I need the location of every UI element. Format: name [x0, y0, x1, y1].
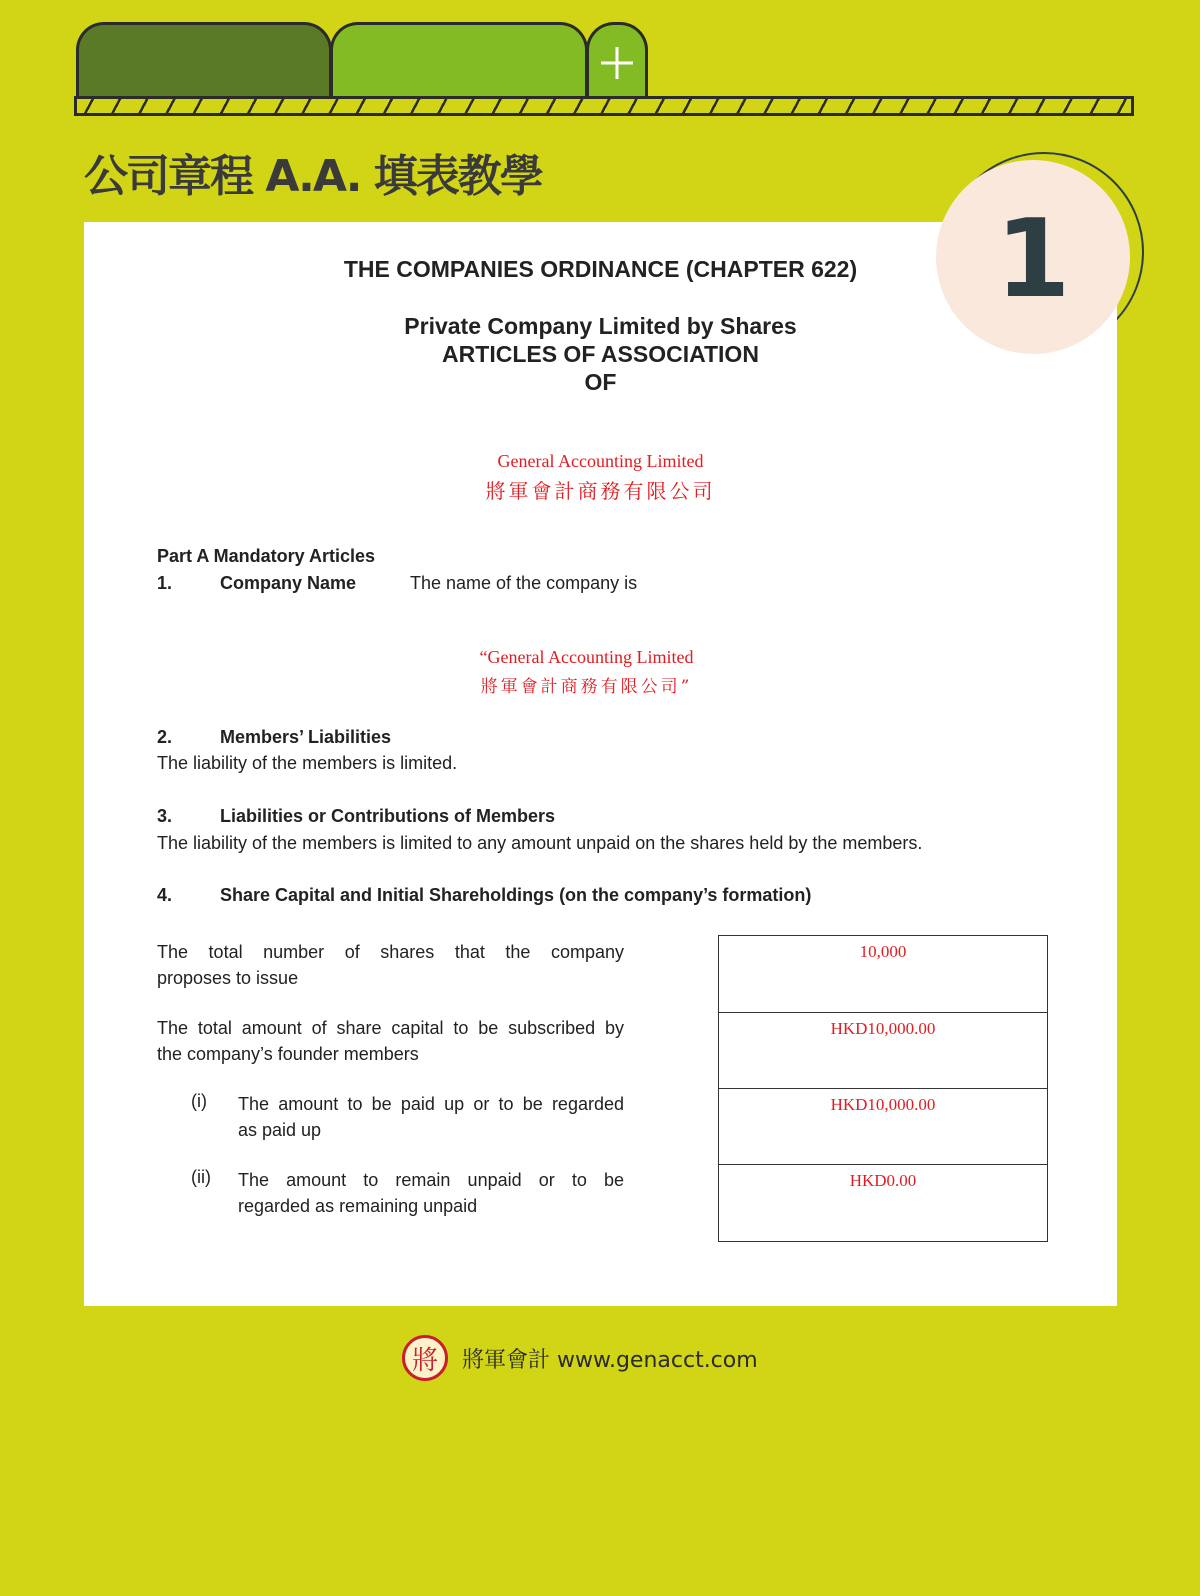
- section-2-number: 2.: [157, 727, 173, 747]
- of-heading: OF: [584, 369, 617, 395]
- section-3-title: Liabilities or Contributions of Members: [220, 806, 556, 826]
- footer: [402, 1334, 758, 1382]
- section-1-text: The name of the company is: [410, 573, 638, 593]
- share-row-line: The total amount of share capital to be subscribed by: [157, 1018, 624, 1038]
- company-seal-logo: 將: [402, 1335, 448, 1381]
- tab-add-button: [586, 22, 648, 100]
- share-row-total-shares: [157, 939, 624, 991]
- section-2-text: The liability of the members is limited.: [157, 753, 458, 773]
- share-row-line: proposes to issue: [157, 968, 299, 988]
- share-row-line: The amount to be paid up or to be regarded: [238, 1094, 624, 1114]
- share-row-marker: (ii): [191, 1167, 211, 1187]
- section-3-text: The liability of the members is limited to any amount unpaid on the shares held by the members.: [157, 833, 923, 853]
- section-1-title: Company Name: [220, 573, 357, 593]
- section-2-title: Members’ Liabilities: [220, 727, 392, 747]
- ordinance-heading: THE COMPANIES ORDINANCE (CHAPTER 622): [343, 256, 858, 282]
- share-row-unpaid: [238, 1167, 624, 1219]
- share-row-marker: (i): [191, 1091, 207, 1111]
- value-box-total-shares: 10,000: [718, 935, 1048, 1013]
- step-badge: [936, 160, 1130, 354]
- value-box-paid-up: HKD10,000.00: [718, 1088, 1048, 1166]
- value-box-unpaid: HKD0.00: [718, 1164, 1048, 1242]
- section-3-number: 3.: [157, 806, 173, 826]
- plus-icon: [597, 43, 637, 83]
- document-heading: [84, 312, 1117, 396]
- articles-document: [84, 222, 1117, 1306]
- section-1-number: 1.: [157, 573, 173, 593]
- share-row-line: the company’s founder members: [157, 1044, 419, 1064]
- section-4-title: Share Capital and Initial Shareholdings (on the company’s formation): [220, 885, 812, 905]
- share-row-paid-up: [238, 1091, 624, 1143]
- tab-bar: [74, 20, 1134, 120]
- value-box-total-capital: HKD10,000.00: [718, 1012, 1048, 1090]
- share-row-total-capital: [157, 1015, 624, 1067]
- tab-light-green: [330, 22, 588, 100]
- share-row-line: The amount to remain unpaid or to be: [238, 1170, 624, 1190]
- company-name-fill-zh: 將軍會計商務有限公司”: [480, 677, 693, 697]
- tab-dark-green: [76, 22, 332, 100]
- articles-heading: ARTICLES OF ASSOCIATION: [442, 341, 759, 367]
- page-title: 公司章程 A.A. 填表教學: [84, 151, 542, 202]
- footer-website[interactable]: 將軍會計 www.genacct.com: [462, 1347, 758, 1373]
- company-name-zh: 將軍會計商務有限公司: [485, 479, 716, 503]
- company-type-heading: Private Company Limited by Shares: [404, 313, 797, 339]
- part-a-heading: Part A Mandatory Articles: [157, 546, 376, 566]
- share-row-line: as paid up: [238, 1120, 322, 1140]
- company-name-fill-en: “General Accounting Limited: [479, 647, 694, 667]
- share-row-line: The total number of shares that the company: [157, 942, 624, 962]
- hatched-bar: [74, 96, 1134, 116]
- company-name-en: General Accounting Limited: [497, 451, 704, 471]
- step-number: 1: [995, 196, 1071, 322]
- share-row-line: regarded as remaining unpaid: [238, 1196, 478, 1216]
- section-4-number: 4.: [157, 885, 173, 905]
